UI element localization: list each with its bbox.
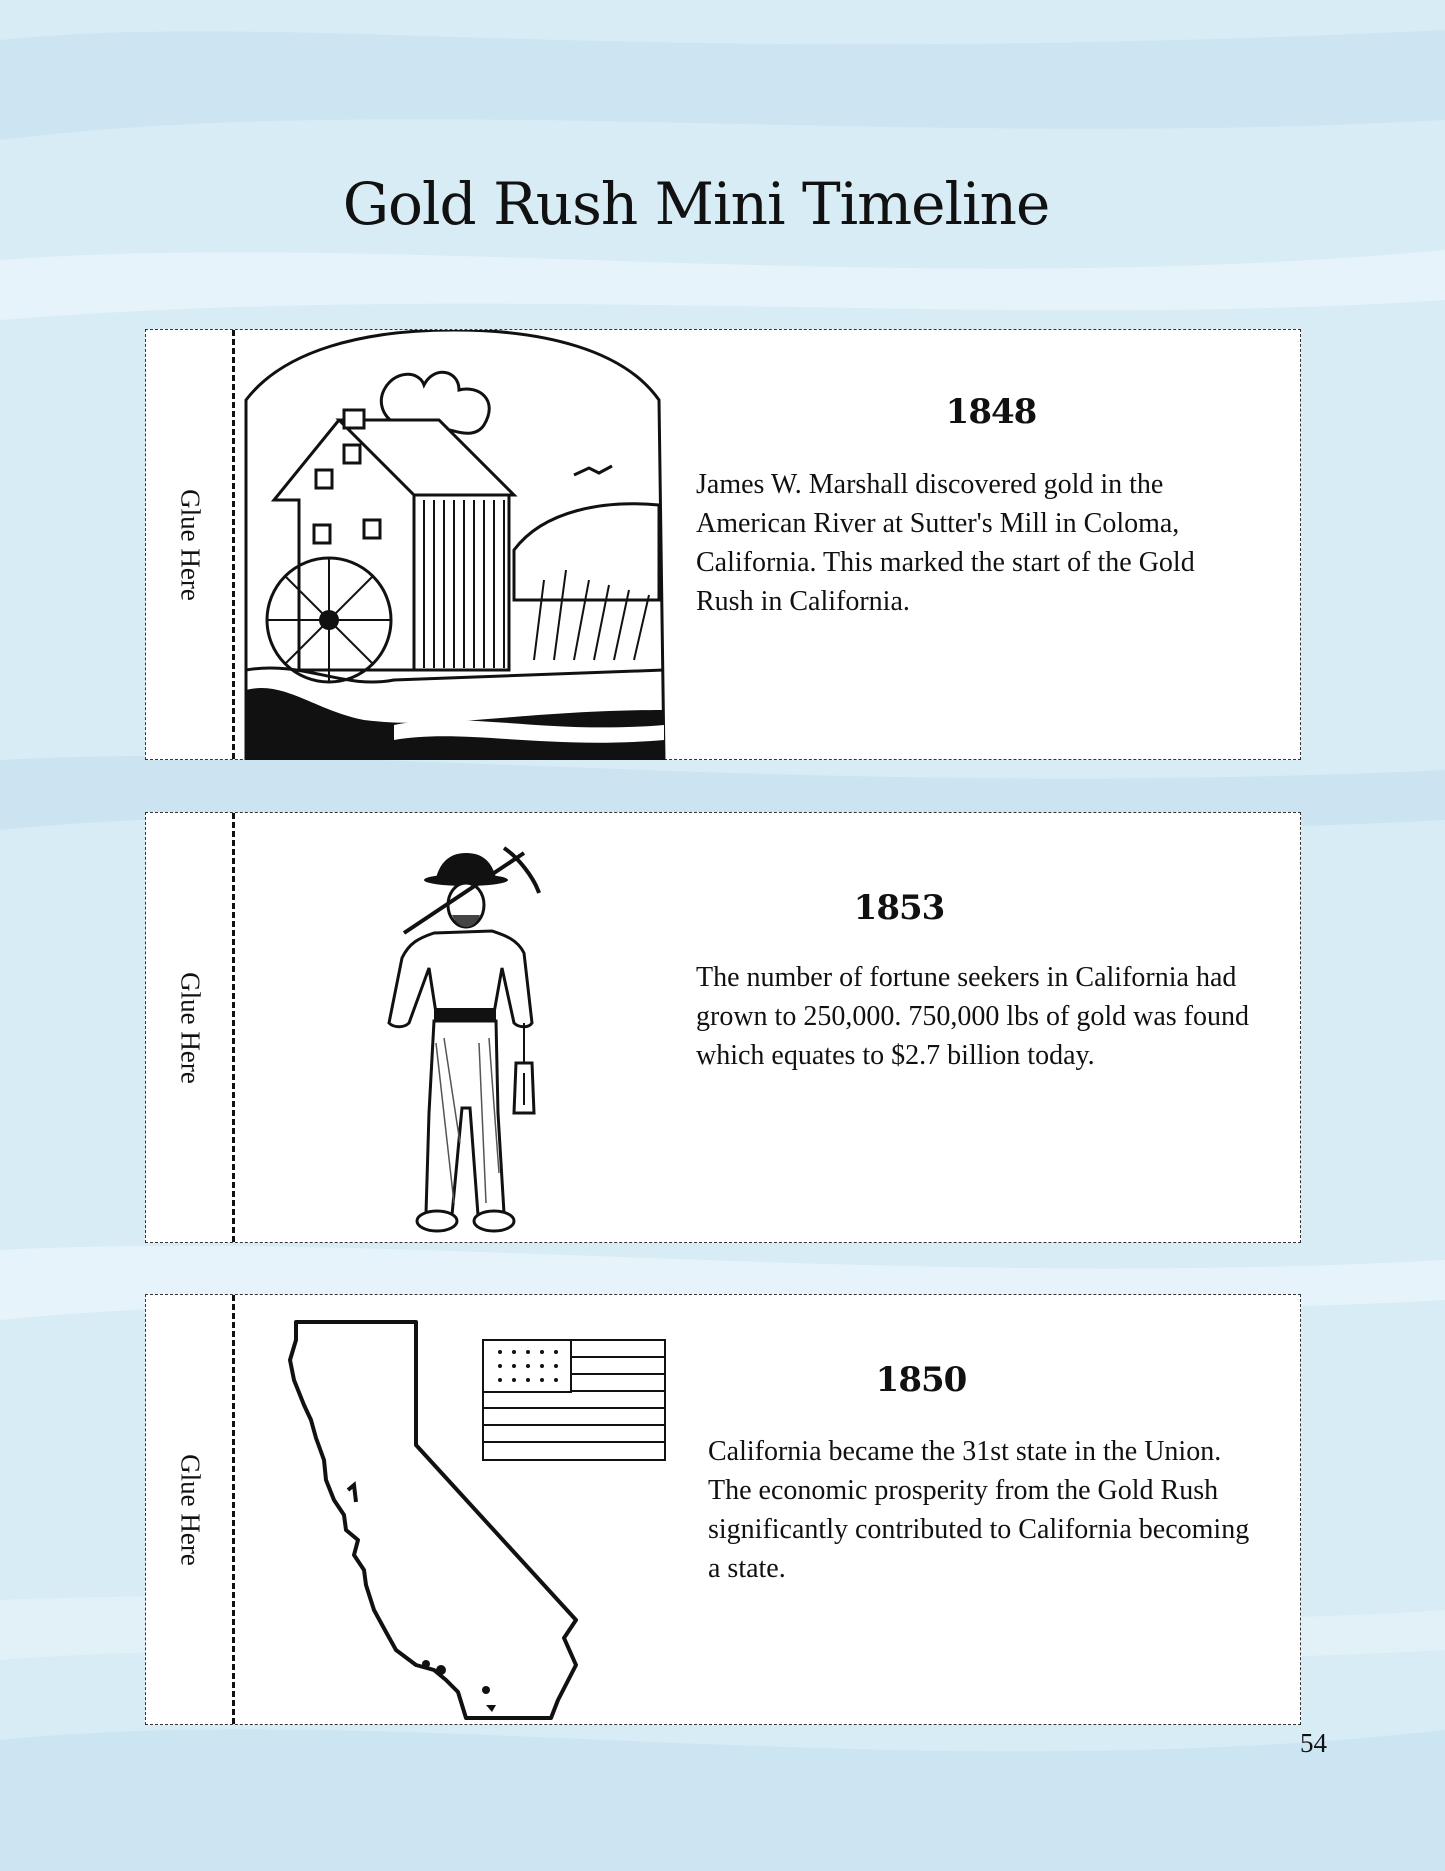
glue-strip [146,813,235,1242]
us-flag-icon [482,1339,666,1461]
page-number: 54 [1300,1728,1327,1758]
glue-label: Glue Here [175,1453,206,1566]
timeline-card-1848 [145,329,1301,760]
page-title: Gold Rush Mini Timeline [342,170,1050,238]
timeline-card-1853 [145,812,1301,1243]
event-year: 1853 [853,888,945,928]
gold-miner-icon [374,843,549,1238]
event-year: 1848 [945,392,1037,432]
event-description: James W. Marshall discovered gold in the American River at Sutter's Mill in Coloma, California. This marked the start of the Gold Rush in California. [696,469,1195,617]
event-year: 1850 [875,1360,967,1400]
glue-label: Glue Here [175,971,206,1084]
sutters-mill-icon [244,330,669,760]
glue-strip [146,330,235,759]
glue-label: Glue Here [175,488,206,601]
glue-strip [146,1295,235,1724]
event-description: California became the 31st state in the Union. The economic prosperity from the Gold Rush significantly contributed to California becoming a state. [708,1436,1250,1584]
event-description: The number of fortune seekers in California had grown to 250,000. 750,000 lbs of gold was found which equates to $2.7 billion today. [696,962,1249,1071]
timeline-card-1850 [145,1294,1301,1725]
